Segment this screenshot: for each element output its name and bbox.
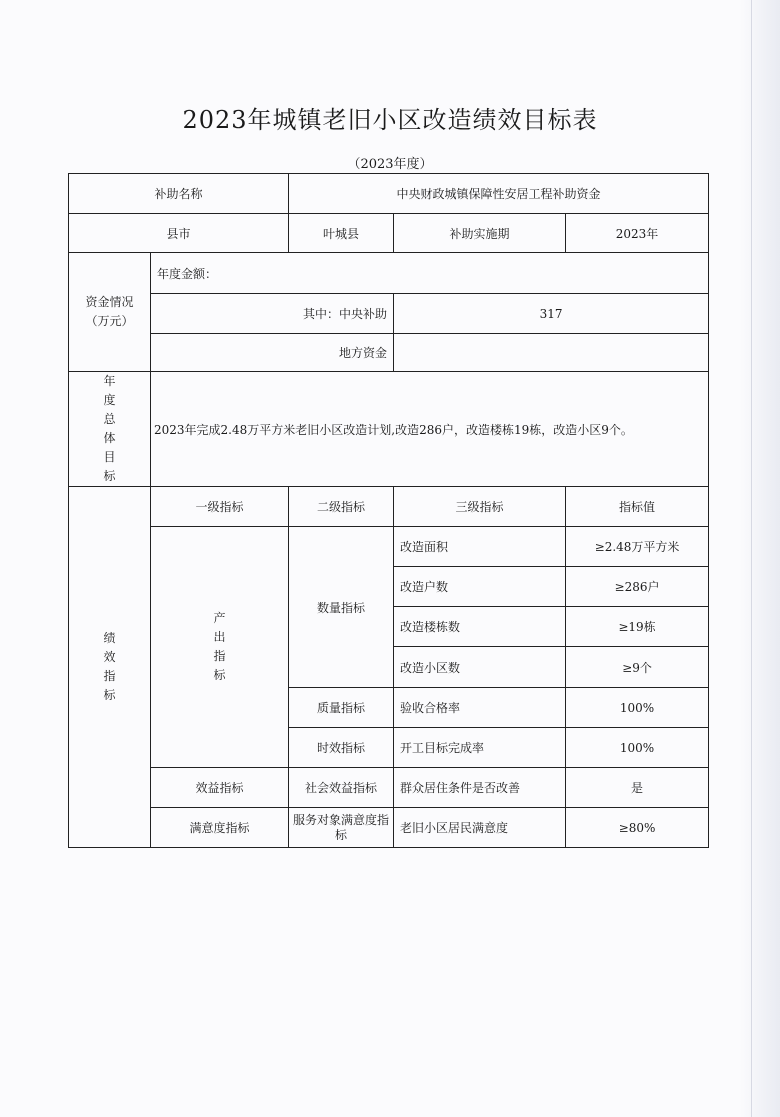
indicator-value: ≥2.48万平方米 <box>566 527 709 567</box>
indicator-value: 100% <box>566 728 709 768</box>
funds-local-row <box>69 334 709 372</box>
service-satisfaction-indicator-label: 服务对象满意度指标 <box>289 808 394 848</box>
goal-label: 年度总体目标 <box>69 372 151 487</box>
indicator-value: 是 <box>566 768 709 808</box>
header-level1: 一级指标 <box>151 487 289 527</box>
indicator-name: 改造面积 <box>394 527 566 567</box>
goal-row <box>69 372 709 487</box>
header-level2: 二级指标 <box>289 487 394 527</box>
funds-annual-row <box>69 253 709 294</box>
indicator-name: 老旧小区居民满意度 <box>394 808 566 848</box>
performance-target-table <box>68 173 709 848</box>
page-title: 2023年城镇老旧小区改造绩效目标表 <box>182 106 598 134</box>
goal-text: 2023年完成2.48万平方米老旧小区改造计划,改造286户，改造楼栋19栋，改造小区9个。 <box>151 372 709 487</box>
quality-indicator-label: 质量指标 <box>289 688 394 728</box>
indicator-value: ≥80% <box>566 808 709 848</box>
header-value: 指标值 <box>566 487 709 527</box>
timeliness-indicator-label: 时效指标 <box>289 728 394 768</box>
county-label: 县市 <box>69 214 289 253</box>
indicators-label: 绩效指标 <box>69 487 151 848</box>
output-indicator-label: 产出指标 <box>151 527 289 768</box>
annual-amount-label: 年度金额： <box>151 253 709 294</box>
indicator-name: 验收合格率 <box>394 688 566 728</box>
table-row <box>69 527 709 567</box>
indicator-value: ≥286户 <box>566 567 709 607</box>
fund-label: 补助名称 <box>69 174 289 214</box>
funds-label: 资金情况（万元） <box>69 253 151 372</box>
table-row <box>69 808 709 848</box>
local-funds-label: 地方资金 <box>151 334 394 372</box>
indicator-name: 改造户数 <box>394 567 566 607</box>
period-label: 补助实施期 <box>394 214 566 253</box>
fund-value: 中央财政城镇保障性安居工程补助资金 <box>289 174 709 214</box>
benefit-indicator-label: 效益指标 <box>151 768 289 808</box>
local-funds-value <box>394 334 709 372</box>
fund-row <box>69 174 709 214</box>
central-subsidy-value: 317 <box>394 294 709 334</box>
quantity-indicator-label: 数量指标 <box>289 527 394 688</box>
indicator-value: ≥9个 <box>566 647 709 688</box>
satisfaction-indicator-label: 满意度指标 <box>151 808 289 848</box>
funds-central-row <box>69 294 709 334</box>
indicator-header-row <box>69 487 709 527</box>
indicator-name: 改造楼栋数 <box>394 607 566 647</box>
period-value: 2023年 <box>566 214 709 253</box>
indicator-name: 开工目标完成率 <box>394 728 566 768</box>
header-level3: 三级指标 <box>394 487 566 527</box>
indicator-value: 100% <box>566 688 709 728</box>
page-subtitle: （2023年度） <box>347 157 433 172</box>
county-value: 叶城县 <box>289 214 394 253</box>
central-subsidy-label: 其中：中央补助 <box>151 294 394 334</box>
county-row <box>69 214 709 253</box>
table-row <box>69 768 709 808</box>
indicator-name: 改造小区数 <box>394 647 566 688</box>
indicator-value: ≥19栋 <box>566 607 709 647</box>
social-benefit-indicator-label: 社会效益指标 <box>289 768 394 808</box>
indicator-name: 群众居住条件是否改善 <box>394 768 566 808</box>
